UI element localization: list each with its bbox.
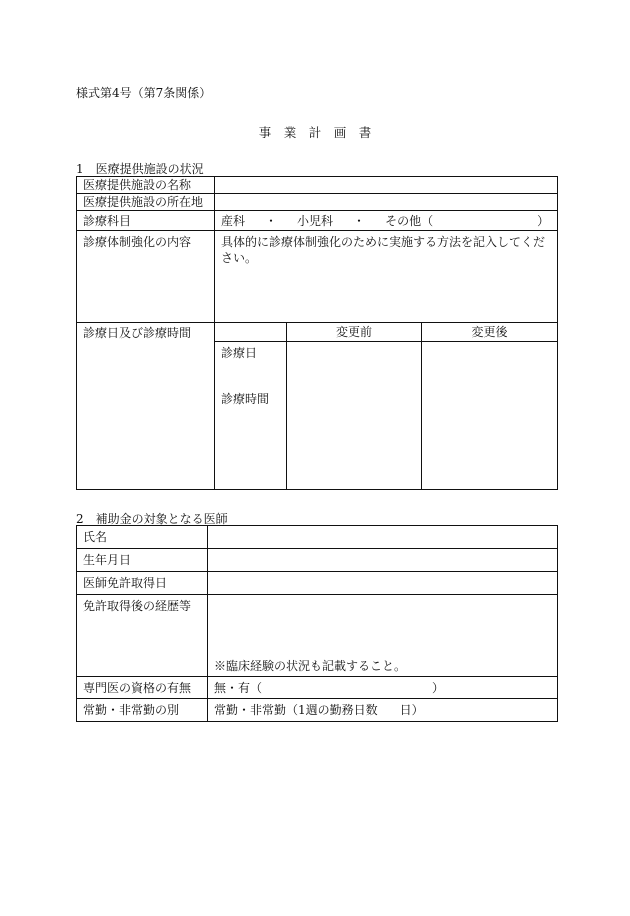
schedule-before-field[interactable]	[287, 342, 422, 490]
employment-options[interactable]: 常勤・非常勤（1週の勤務日数	[214, 703, 378, 717]
schedule-row-labels	[215, 342, 287, 490]
enhancement-instruction: 具体的に診療体制強化のために実施する方法を記入してください。	[221, 235, 546, 265]
specialist-field[interactable]	[208, 677, 558, 699]
department-separator: ・	[265, 213, 278, 228]
facility-address-label: 医療提供施設の所在地	[77, 194, 215, 211]
facility-name-field[interactable]	[215, 177, 558, 194]
employment-field[interactable]	[208, 699, 558, 722]
department-option-pediatrics[interactable]: 小児科	[297, 213, 334, 228]
birthdate-field[interactable]	[208, 549, 558, 572]
section2-heading: 2 補助金の対象となる医師	[76, 512, 228, 526]
department-close-paren: ）	[537, 213, 550, 228]
facility-address-field[interactable]	[215, 194, 558, 211]
employment-days-unit: 日）	[399, 703, 424, 717]
days-label: 診療日	[221, 346, 258, 360]
employment-label: 常勤・非常勤の別	[77, 699, 208, 722]
schedule-header-blank	[215, 323, 287, 342]
schedule-label: 診療日及び診療時間	[77, 323, 215, 490]
department-options[interactable]	[215, 211, 558, 231]
department-label: 診療科目	[77, 211, 215, 231]
career-field[interactable]	[208, 595, 558, 677]
schedule-before-header: 変更前	[287, 323, 422, 342]
department-separator: ・	[353, 213, 366, 228]
career-note: ※臨床経験の状況も記載すること。	[214, 659, 407, 673]
license-date-label: 医師免許取得日	[77, 572, 208, 595]
form-number: 様式第4号（第7条関係）	[76, 86, 212, 100]
department-option-other[interactable]: その他（	[385, 213, 434, 228]
enhancement-label: 診療体制強化の内容	[77, 231, 215, 323]
specialist-label: 専門医の資格の有無	[77, 677, 208, 699]
physician-table	[76, 525, 558, 722]
birthdate-label: 生年月日	[77, 549, 208, 572]
enhancement-field[interactable]	[215, 231, 558, 323]
schedule-after-header: 変更後	[422, 323, 558, 342]
facility-name-label: 医療提供施設の名称	[77, 177, 215, 194]
hours-label: 診療時間	[221, 392, 270, 406]
document-title: 事 業 計 画 書	[258, 125, 372, 140]
name-field[interactable]	[208, 526, 558, 549]
name-label: 氏名	[77, 526, 208, 549]
specialist-options[interactable]: 無・有（	[214, 680, 263, 695]
career-label: 免許取得後の経歴等	[77, 595, 208, 677]
specialist-close-paren: ）	[432, 680, 445, 695]
department-option-obstetrics[interactable]: 産科	[221, 213, 246, 228]
license-date-field[interactable]	[208, 572, 558, 595]
schedule-after-field[interactable]	[422, 342, 558, 490]
facility-status-table	[76, 176, 558, 490]
section1-heading: 1 医療提供施設の状況	[76, 162, 204, 176]
